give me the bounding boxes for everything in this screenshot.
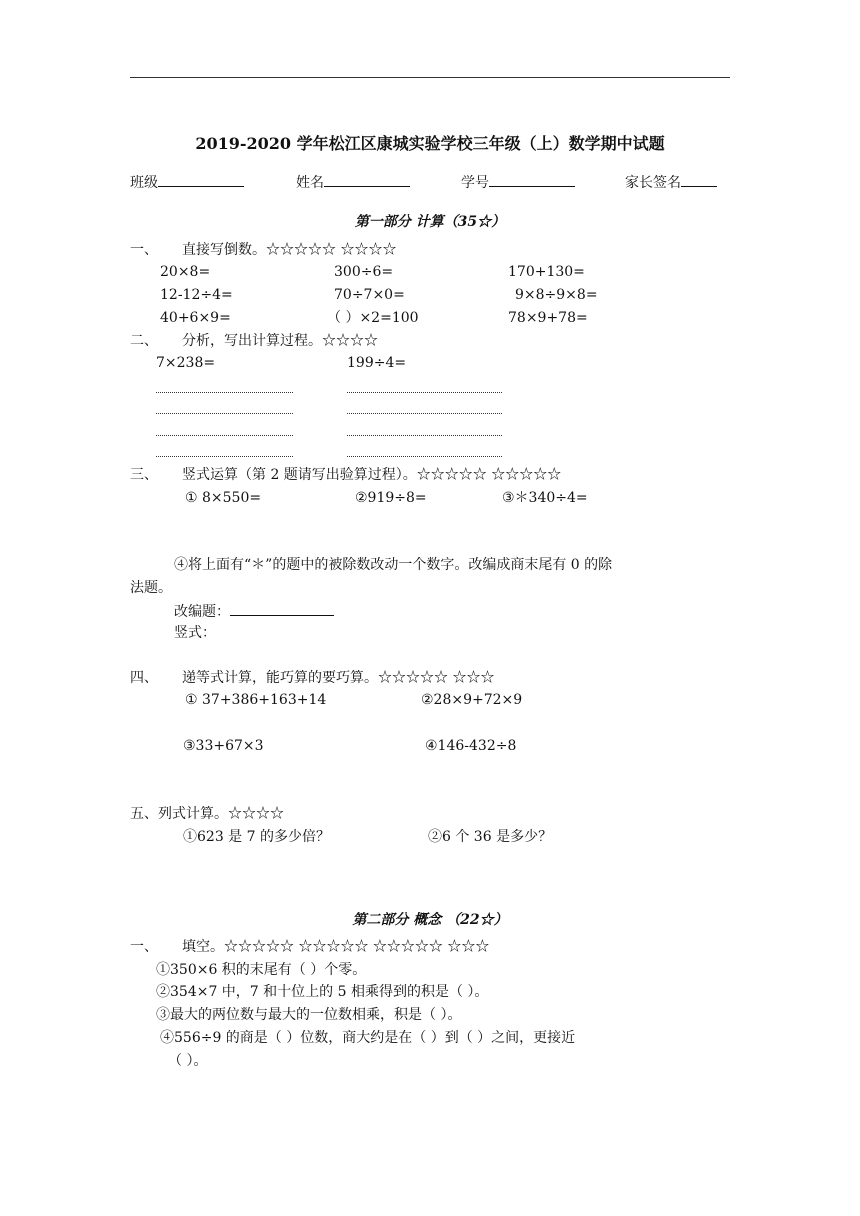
q5-item: ②6 个 36 是多少？ <box>428 829 553 845</box>
q3-instruction: 竖式运算（第 2 题请写出验算过程）。☆☆☆☆☆ ☆☆☆☆☆ <box>182 467 562 483</box>
q1-number: 一、 <box>130 242 158 258</box>
q5-item: ①623 是 7 的多少倍？ <box>183 829 330 845</box>
answer-line[interactable] <box>156 413 293 414</box>
p2-q1-item: ④556÷9 的商是（ ）位数，商大约是在（ ）到（ ）之间，更接近 <box>160 1030 576 1046</box>
q3-part4-line1: ④将上面有“＊”的题中的被除数改动一个数字。改编成商末尾有 0 的除 <box>174 557 613 573</box>
class-blank[interactable] <box>158 172 244 187</box>
q3-item: ②919÷8= <box>355 490 427 506</box>
p2-q1-item: ①350×6 积的末尾有（ ）个零。 <box>156 962 367 978</box>
q1-item: 78×9+78= <box>508 310 588 326</box>
q3-item: ① 8×550= <box>185 490 262 506</box>
rewrite-blank[interactable] <box>230 601 334 616</box>
q2-item: 7×238= <box>156 355 216 371</box>
p2-q1-item: ③最大的两位数与最大的一位数相乘，积是（ ）。 <box>156 1007 462 1023</box>
header-rule <box>130 77 730 78</box>
p2-q1-number: 一、 <box>130 939 158 955</box>
q1-instruction: 直接写倒数。☆☆☆☆☆ ☆☆☆☆ <box>182 242 397 258</box>
q4-item: ②28×9+72×9 <box>421 692 523 708</box>
q4-item: ① 37+386+163+14 <box>185 692 327 708</box>
student-id-blank[interactable] <box>489 172 575 187</box>
q3-part4-line2: 法题。 <box>130 580 172 596</box>
student-id-field <box>461 172 575 193</box>
name-field <box>296 172 410 193</box>
rewrite-label: 改编题： <box>174 604 230 620</box>
parent-signature-field <box>625 172 717 193</box>
q1-item: 20×8= <box>160 264 211 280</box>
q2-number: 二、 <box>130 333 158 349</box>
p2-q1-item: ②354×7 中，7 和十位上的 5 相乘得到的积是（ ）。 <box>156 984 489 1000</box>
answer-line[interactable] <box>347 413 502 414</box>
p2-q1-item: （ ）。 <box>168 1053 208 1069</box>
q1-item: 70÷7×0= <box>334 287 405 303</box>
q1-item: 40+6×9= <box>160 310 231 326</box>
part1-heading: 第一部分 计算（35☆） <box>354 214 506 230</box>
q4-item: ④146-432÷8 <box>425 738 517 754</box>
q4-instruction: 递等式计算，能巧算的要巧算。☆☆☆☆☆ ☆☆☆ <box>182 670 495 686</box>
answer-line[interactable] <box>347 392 502 393</box>
parent-signature-blank[interactable] <box>681 172 717 187</box>
q4-item: ③33+67×3 <box>183 738 264 754</box>
p2-q1-instruction: 填空。☆☆☆☆☆ ☆☆☆☆☆ ☆☆☆☆☆ ☆☆☆ <box>182 939 490 955</box>
name-blank[interactable] <box>324 172 410 187</box>
q4-number: 四、 <box>130 670 158 686</box>
q2-item: 199÷4= <box>347 355 407 371</box>
q3-number: 三、 <box>130 467 158 483</box>
part2-heading: 第二部分 概念 （22☆） <box>352 912 508 928</box>
q1-item: 9×8÷9×8= <box>515 287 598 303</box>
q1-item: 170+130= <box>508 264 585 280</box>
q1-item: 12-12÷4= <box>160 287 233 303</box>
answer-line[interactable] <box>156 456 293 457</box>
answer-line[interactable] <box>347 435 502 436</box>
q1-item: 300÷6= <box>334 264 394 280</box>
class-label: 班级 <box>130 175 158 191</box>
name-label: 姓名 <box>296 175 324 191</box>
document-title: 2019-2020 学年松江区康城实验学校三年级（上）数学期中试题 <box>195 134 665 153</box>
q2-instruction: 分析，写出计算过程。☆☆☆☆ <box>182 333 378 349</box>
student-id-label: 学号 <box>461 175 489 191</box>
q3-item: ③＊340÷4= <box>502 490 588 506</box>
q1-item: （ ）×2=100 <box>327 310 419 326</box>
rewrite-field <box>174 601 334 622</box>
parent-signature-label: 家长签名 <box>625 175 681 191</box>
answer-line[interactable] <box>156 392 293 393</box>
answer-line[interactable] <box>156 435 293 436</box>
q5-instruction: 五、列式计算。☆☆☆☆ <box>130 806 284 822</box>
answer-line[interactable] <box>347 456 502 457</box>
vertical-label: 竖式： <box>174 625 216 641</box>
class-field <box>130 172 244 193</box>
